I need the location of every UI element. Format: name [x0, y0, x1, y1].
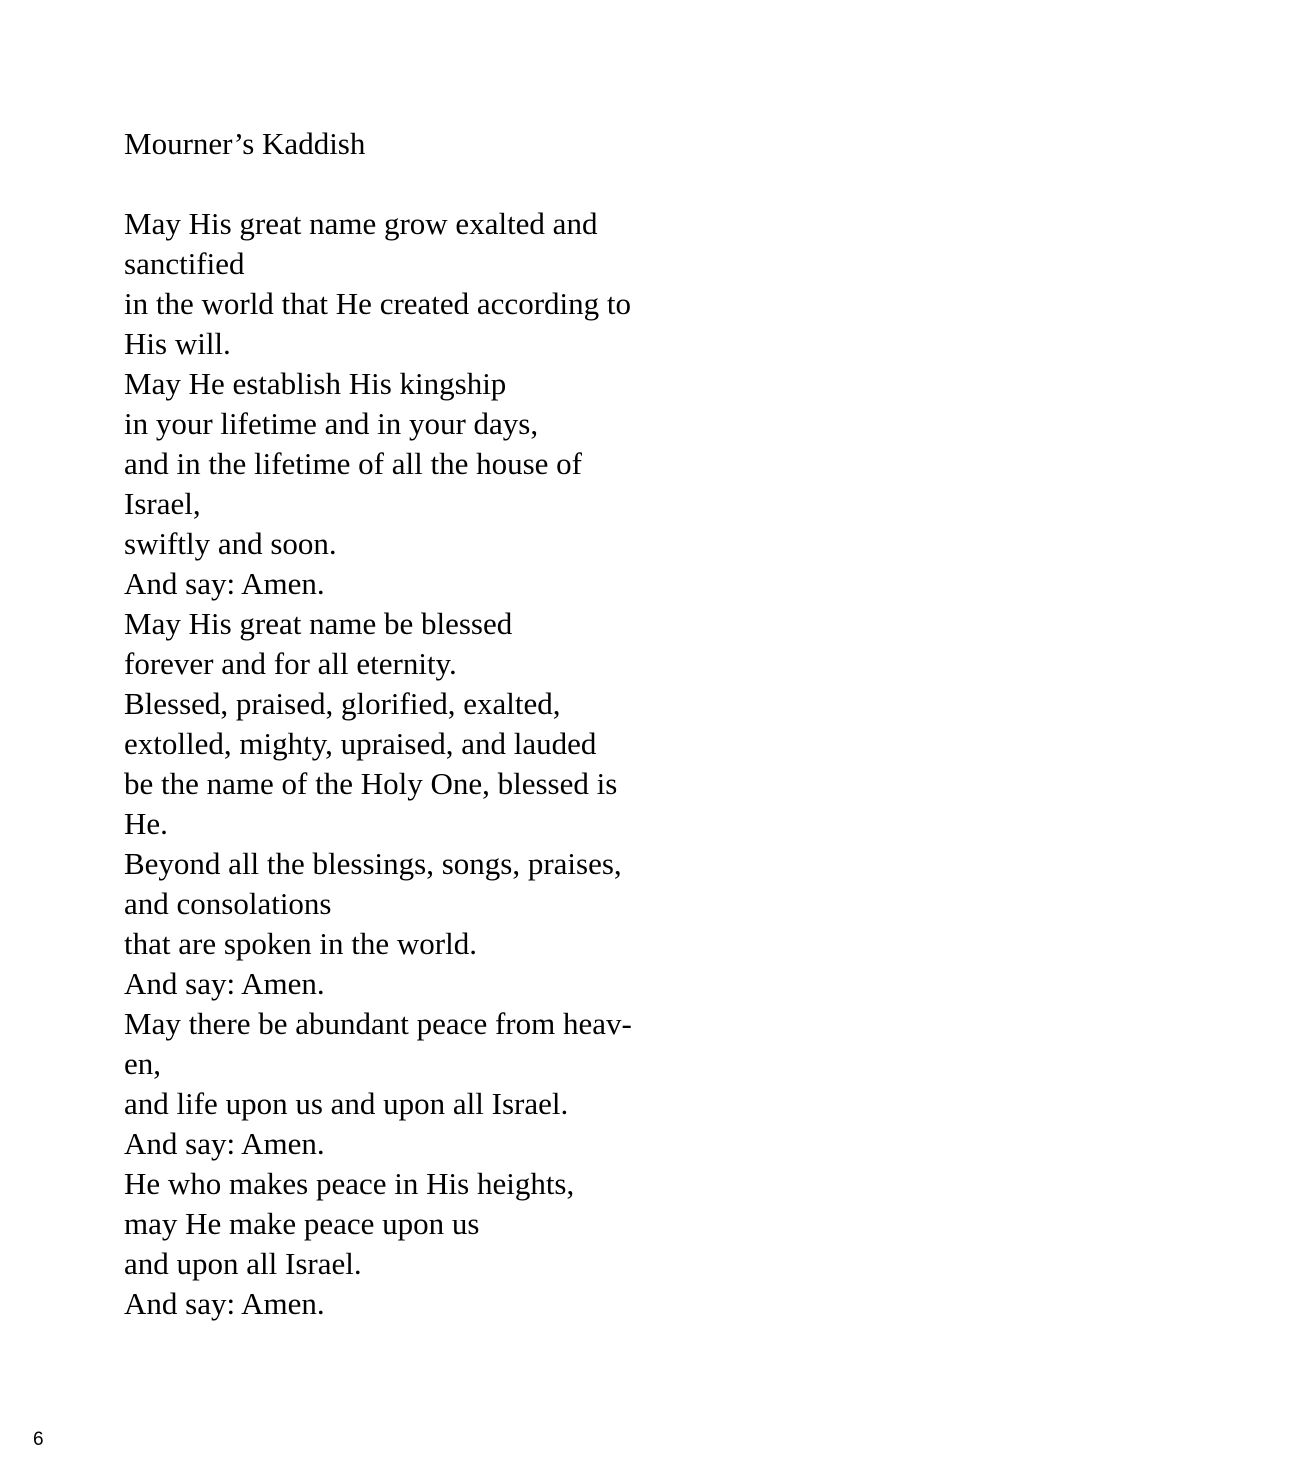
text-line: And say: Amen. — [124, 1126, 325, 1161]
text-line: that are spoken in the world. — [124, 926, 477, 961]
prayer-text — [124, 204, 632, 1324]
text-line: and consolations — [124, 886, 332, 921]
text-line: en, — [124, 1046, 162, 1081]
text-line: and life upon us and upon all Israel. — [124, 1086, 569, 1121]
text-line: may He make peace upon us — [124, 1206, 480, 1241]
text-line: in your lifetime and in your days, — [124, 406, 539, 441]
text-line: And say: Amen. — [124, 1286, 325, 1321]
text-line: May He establish His kingship — [124, 366, 507, 401]
text-line: His will. — [124, 326, 231, 361]
text-line: He who makes peace in His heights, — [124, 1166, 575, 1201]
text-line: He. — [124, 806, 168, 841]
text-line: May there be abundant peace from heav- — [124, 1006, 632, 1041]
text-line: Blessed, praised, glorified, exalted, — [124, 686, 561, 721]
text-line: and upon all Israel. — [124, 1246, 362, 1281]
text-line: and in the lifetime of all the house of — [124, 446, 582, 481]
text-line: Beyond all the blessings, songs, praises, — [124, 846, 622, 881]
page-title: Mourner’s Kaddish — [124, 126, 366, 161]
text-line: be the name of the Holy One, blessed is — [124, 766, 618, 801]
text-line: And say: Amen. — [124, 966, 325, 1001]
text-line: swiftly and soon. — [124, 526, 337, 561]
text-line: sanctified — [124, 246, 245, 281]
text-line: Israel, — [124, 486, 201, 521]
text-line: May His great name grow exalted and — [124, 206, 598, 241]
text-line: forever and for all eternity. — [124, 646, 457, 681]
text-line: extolled, mighty, upraised, and lauded — [124, 726, 597, 761]
text-line: And say: Amen. — [124, 566, 325, 601]
page-number: 6 — [33, 1429, 44, 1450]
text-line: in the world that He created according to — [124, 286, 631, 321]
text-line: May His great name be blessed — [124, 606, 513, 641]
